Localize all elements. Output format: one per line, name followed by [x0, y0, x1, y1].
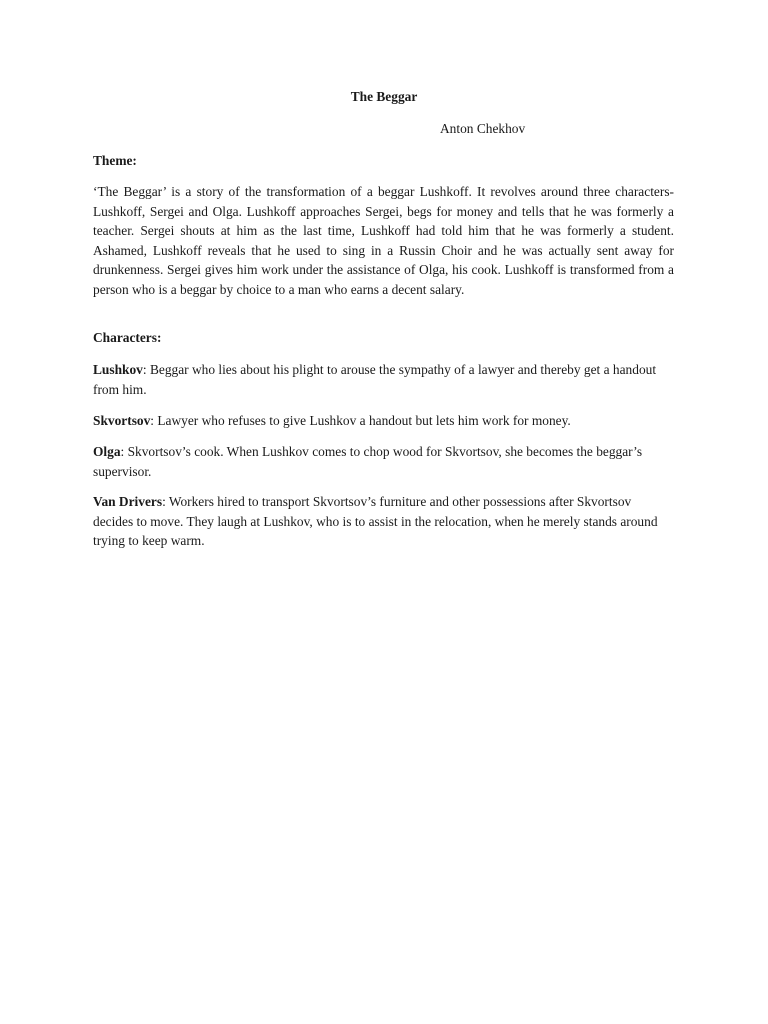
character-entry-lushkov: [93, 360, 674, 399]
character-description: : Beggar who lies about his plight to arouse the sympathy of a lawyer and thereby get a handout from him.: [93, 362, 657, 397]
theme-paragraph: ‘The Beggar’ is a story of the transformation of a beggar Lushkoff. It revolves around three characters- Lushkoff, Sergei and Olga. Lushkoff approaches Sergei, begs for money and tells that he was formerly a teacher. Sergei shouts at him as the last time, Lushkoff had told him that he was formerly a student. Ashamed, Lushkoff reveals that he used to sing in a Russin Choir and he was actually sent away for drunkenness. Sergei gives him work under the assistance of Olga, his cook. Lushkoff is transformed from a person who is a beggar by choice to a man who earns a decent salary.: [93, 184, 674, 297]
character-name: Olga: [93, 444, 121, 459]
document-title: The Beggar: [350, 89, 418, 104]
theme-heading: Theme:: [93, 153, 137, 168]
author-name: Anton Chekhov: [440, 121, 526, 136]
character-description: : Lawyer who refuses to give Lushkov a handout but lets him work for money.: [150, 413, 571, 428]
character-name: Lushkov: [93, 362, 143, 377]
character-entry-olga: [93, 442, 674, 481]
character-entry-skvortsov: [93, 411, 674, 431]
character-entry-van-drivers: [93, 492, 674, 551]
character-name: Skvortsov: [93, 413, 151, 428]
character-name: Van Drivers: [93, 494, 163, 509]
character-description: : Skvortsov’s cook. When Lushkov comes to chop wood for Skvortsov, she becomes the beggar’s supervisor.: [93, 444, 643, 479]
character-description: : Workers hired to transport Skvortsov’s furniture and other possessions after Skvortsov decides to move. They laugh at Lushkov, who is to assist in the relocation, when he merely stands around trying to keep warm.: [93, 494, 658, 549]
characters-heading: Characters:: [93, 330, 162, 345]
